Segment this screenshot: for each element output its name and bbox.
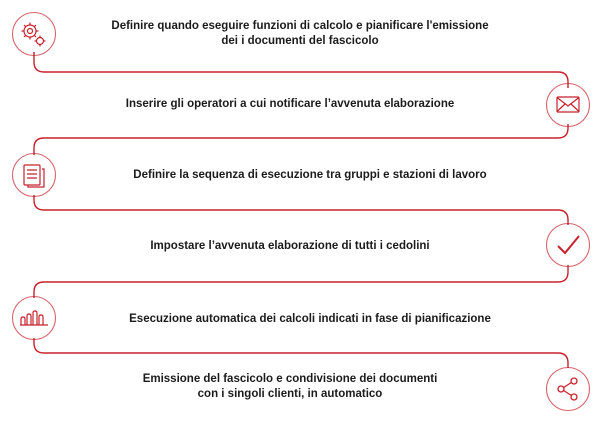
step-3-text: Definire la sequenza di esecuzione tra gruppi e stazioni di lavoro (133, 169, 487, 181)
checkmark-icon (545, 222, 591, 268)
envelope-icon (545, 82, 591, 128)
step-4-text: Impostare l’avvenuta elaborazione di tutti i cedolini (150, 240, 430, 252)
step-5-text: Esecuzione automatica dei calcoli indicati in fase di pianificazione (129, 313, 491, 325)
connector-5-6 (34, 338, 568, 368)
share-icon (545, 366, 591, 412)
step-6-text: Emissione del fascicolo e condivisione dei documenti con i singoli clienti, in automatico (142, 373, 438, 400)
document-stack-icon (11, 152, 57, 198)
step-2-text: Inserire gli operatori a cui notificare l’avvenuta elaborazione (125, 98, 455, 110)
connector-4-5 (34, 265, 568, 298)
step-1-text: Definire quando eseguire funzioni di calcolo e pianificare l'emissione dei i documenti del fascicolo (111, 20, 489, 47)
connector-3-4 (34, 195, 568, 225)
gear-settings-icon (11, 11, 57, 57)
connector-2-3 (34, 124, 568, 155)
bar-chart-icon (11, 295, 57, 341)
connector-1-2 (34, 52, 568, 88)
